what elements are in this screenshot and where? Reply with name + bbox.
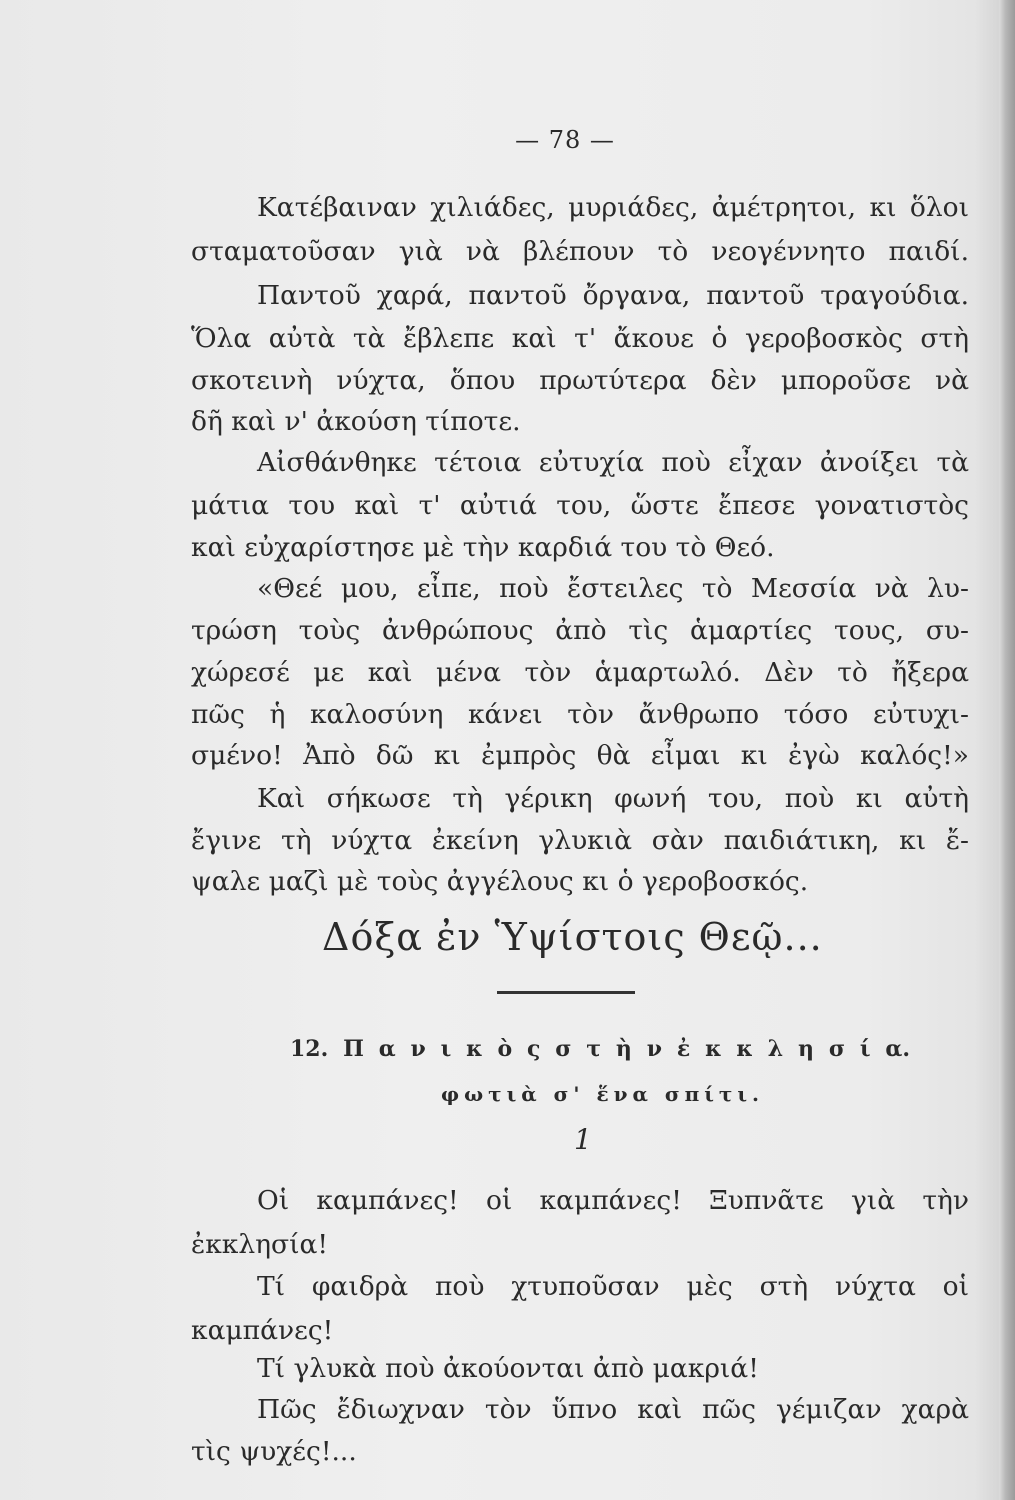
text-line: Τί φαιδρὰ ποὺ χτυποῦσαν μὲς στὴ νύχτα οἱ	[257, 1271, 969, 1302]
text-line: ἐκκλησία!	[191, 1229, 329, 1260]
text-line: ἔγινε τὴ νύχτα ἐκείνη γλυκιὰ σὰν παιδιάτικη, κι ἔ-	[191, 825, 969, 856]
text-line: Οἱ καμπάνες! οἱ καμπάνες! Ξυπνᾶτε γιὰ τὴν	[257, 1185, 969, 1216]
section-divider	[497, 991, 635, 994]
text-line: χώρεσέ με καὶ μένα τὸν ἁμαρτωλό. Δὲν τὸ ἤξερα	[191, 657, 969, 688]
text-line: «Θεέ μου, εἶπε, ποὺ ἔστειλες τὸ Μεσσία νὰ λυ-	[257, 573, 969, 604]
text-line: σκοτεινὴ νύχτα, ὅπου πρωτύτερα δὲν μποροῦσε νὰ	[191, 365, 969, 396]
text-line: Τί γλυκὰ ποὺ ἀκούονται ἀπὸ μακριά!	[257, 1353, 759, 1384]
text-line: σμένο! Ἀπὸ δῶ κι ἐμπρὸς θὰ εἶμαι κι ἐγὼ καλός!»	[191, 740, 969, 771]
text-line: τρώση τοὺς ἀνθρώπους ἀπὸ τὶς ἁμαρτίες τους, συ-	[191, 615, 969, 646]
text-line: μάτια του καὶ τ' αὐτιά του, ὥστε ἔπεσε γονατιστὸς	[191, 490, 969, 521]
text-line: Πῶς ἔδιωχναν τὸν ὕπνο καὶ πῶς γέμιζαν χαρὰ	[257, 1394, 969, 1425]
text-line: πῶς ἡ καλοσύνη κάνει τὸν ἄνθρωπο τόσο εὐτυχι-	[191, 699, 969, 730]
text-line: ψαλε μαζὶ μὲ τοὺς ἀγγέλους κι ὁ γεροβοσκός.	[191, 866, 809, 897]
page-edge-shadow	[999, 0, 1015, 1500]
text-line: Κατέβαιναν χιλιάδες, μυριάδες, ἀμέτρητοι, κι ὅλοι	[257, 192, 969, 223]
part-number: 1	[574, 1123, 592, 1156]
section-title: 12. Π α ν ι κ ὸ ς σ τ ὴ ν ἐ κ κ λ η σ ί α.	[290, 1036, 910, 1062]
text-line: τὶς ψυχές!...	[191, 1436, 357, 1467]
text-line: Καὶ σήκωσε τὴ γέρικη φωνή του, ποὺ κι αὐτὴ	[257, 783, 969, 814]
text-line: καὶ εὐχαρίστησε μὲ τὴν καρδιά του τὸ Θεό.	[191, 532, 775, 563]
text-line: Παντοῦ χαρά, παντοῦ ὄργανα, παντοῦ τραγούδια.	[257, 280, 969, 311]
section-subtitle: φωτιὰ σ' ἕνα σπίτι.	[441, 1082, 765, 1106]
text-line: Ὅλα αὐτὰ τὰ ἔβλεπε καὶ τ' ἄκουε ὁ γεροβοσκὸς στὴ	[191, 323, 969, 354]
text-line: δῆ καὶ ν' ἀκούση τίποτε.	[191, 406, 521, 437]
doxology-line: Δόξα ἐν Ὑψίστοις Θεῷ...	[322, 915, 823, 959]
page-number: — 78 —	[515, 126, 615, 154]
text-line: καμπάνες!	[191, 1315, 334, 1346]
text-line: σταματοῦσαν γιὰ νὰ βλέπουν τὸ νεογέννητο παιδί.	[191, 236, 969, 267]
text-line: Αἰσθάνθηκε τέτοια εὐτυχία ποὺ εἶχαν ἀνοίξει τὰ	[257, 447, 969, 478]
